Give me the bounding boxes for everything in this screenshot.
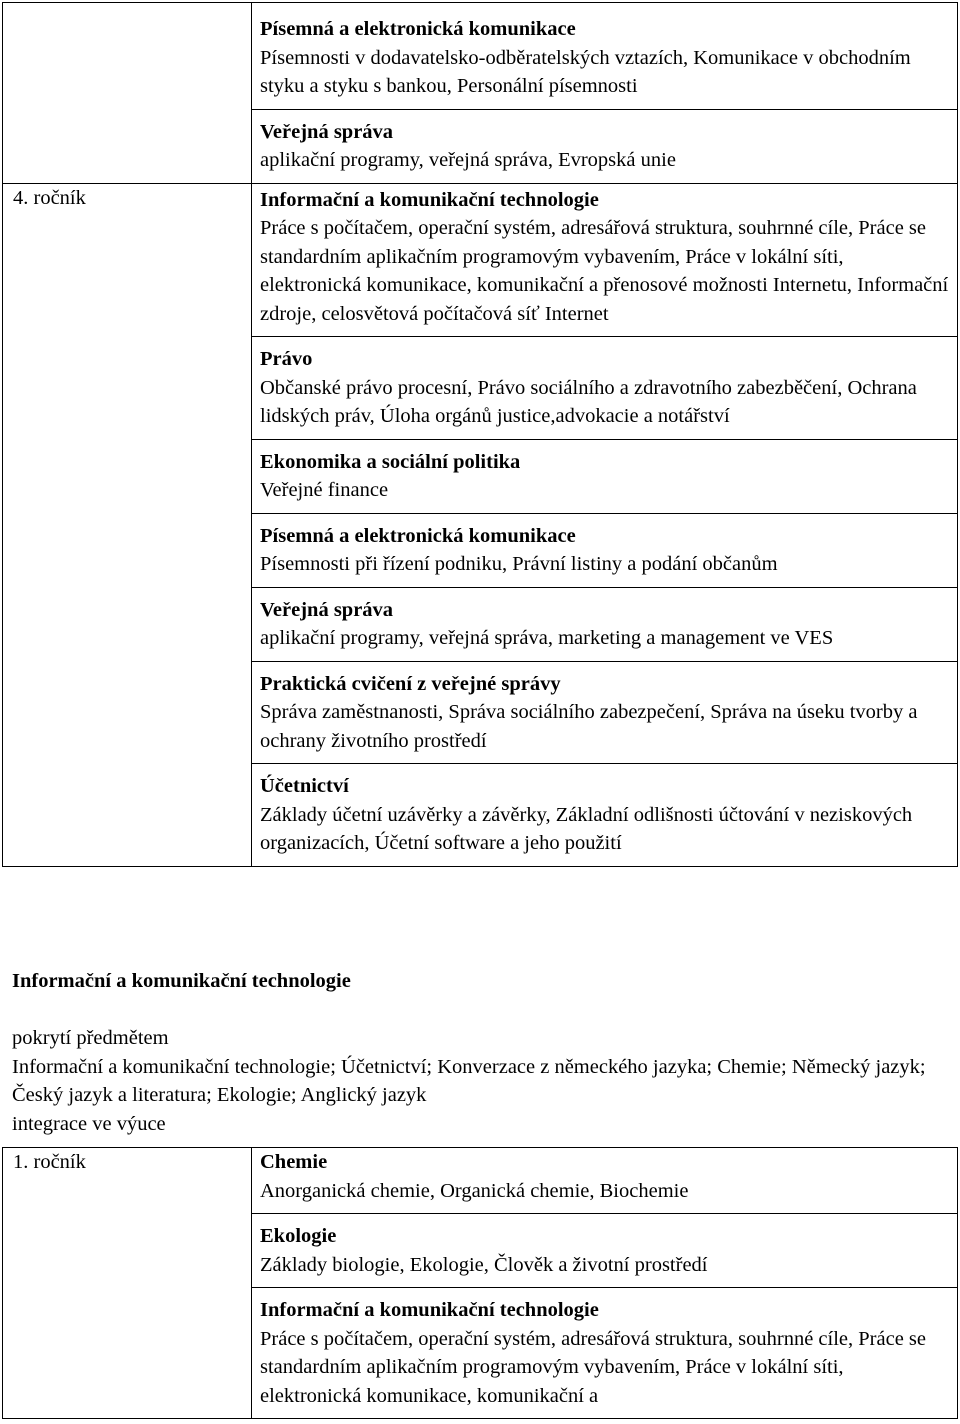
coverage-block xyxy=(12,1024,952,1138)
topic-title: Ekologie xyxy=(260,1225,337,1247)
topic-text: Písemnosti při řízení podniku, Právní listiny a podání občanům xyxy=(260,553,778,575)
topic-text: Občanské právo procesní, Právo sociálního a zdravotního zabezběčení, Ochrana lidských práv, Úloha orgánů justice,advokacie a notářství xyxy=(260,376,917,427)
topic-segment xyxy=(252,184,957,338)
topic-segment xyxy=(252,588,957,662)
topic-text: Veřejné finance xyxy=(260,479,389,501)
year-cell xyxy=(3,3,252,184)
curriculum-table-top xyxy=(2,2,958,867)
topic-title: Informační a komunikační technologie xyxy=(260,188,599,211)
topic-text: Anorganická chemie, Organická chemie, Biochemie xyxy=(260,1179,689,1202)
topics-cell xyxy=(252,183,958,866)
curriculum-table-bottom xyxy=(2,1147,958,1419)
topic-segment xyxy=(252,1214,957,1288)
integration-label: integrace ve výuce xyxy=(12,1112,166,1135)
topic-segment xyxy=(252,1148,957,1214)
table-row xyxy=(3,183,958,866)
year-cell: 1. ročník xyxy=(3,1148,252,1419)
coverage-label: pokrytí předmětem xyxy=(12,1027,169,1049)
topic-text: Práce s počítačem, operační systém, adresářová struktura, souhrnné cíle, Práce se standardním aplikačním programovým vybavením, Práce v lokální síti, elektronická komunikace, komunikační a xyxy=(260,1327,926,1407)
topic-title: Veřejná správa xyxy=(260,120,394,143)
topic-text: Práce s počítačem, operační systém, adresářová struktura, souhrnné cíle, Práce se standardním aplikačním programovým vybavením, Práce v lokální síti, elektronická komunikace, komunikační a přenosové možnosti Internetu, Informační zdroje, celosvětová počítačová síť Internet xyxy=(260,217,949,325)
topic-segment xyxy=(252,337,957,440)
topic-segment xyxy=(252,110,957,183)
topic-text: aplikační programy, veřejná správa, Evropská unie xyxy=(260,149,676,171)
topic-text: Správa zaměstnanosti, Správa sociálního zabezpečení, Správa na úseku tvorby a ochrany životního prostředí xyxy=(260,701,918,752)
topic-text: aplikační programy, veřejná správa, marketing a management ve VES xyxy=(260,627,834,649)
topics-cell xyxy=(252,3,958,184)
topic-segment xyxy=(252,3,957,110)
topic-text: Základy účetní uzávěrky a závěrky, Základní odlišnosti účtování v neziskových organizacích, Účetní software a jeho použití xyxy=(260,803,913,854)
topic-segment xyxy=(252,764,957,866)
topics-cell xyxy=(252,1148,958,1419)
section-heading: Informační a komunikační technologie xyxy=(12,970,351,992)
topic-segment xyxy=(252,440,957,514)
topic-title: Veřejná správa xyxy=(260,598,394,621)
topic-title: Písemná a elektronická komunikace xyxy=(260,524,576,547)
topic-title: Informační a komunikační technologie xyxy=(260,1299,599,1321)
topic-title: Ekonomika a sociální politika xyxy=(260,450,521,473)
table-row xyxy=(3,3,958,184)
topic-title: Účetnictví xyxy=(260,775,349,797)
coverage-text: Informační a komunikační technologie; Účetnictví; Konverzace z německého jazyka; Chemie; Německý jazyk; Český jazyk a literatura; Ekologie; Anglický jazyk xyxy=(12,1055,926,1106)
year-cell: 4. ročník xyxy=(3,183,252,866)
topic-text: Základy biologie, Ekologie, Člověk a životní prostředí xyxy=(260,1253,708,1276)
topic-segment xyxy=(252,1288,957,1418)
topic-title: Právo xyxy=(260,348,313,370)
topic-title: Praktická cvičení z veřejné správy xyxy=(260,672,561,695)
topic-segment xyxy=(252,662,957,765)
topic-segment xyxy=(252,514,957,588)
topic-text: Písemnosti v dodavatelsko-odběratelských vztazích, Komunikace v obchodním styku a styku s bankou, Personální písemnosti xyxy=(260,46,911,97)
table-row xyxy=(3,1148,958,1419)
topic-title: Chemie xyxy=(260,1151,328,1173)
topic-title: Písemná a elektronická komunikace xyxy=(260,18,576,40)
